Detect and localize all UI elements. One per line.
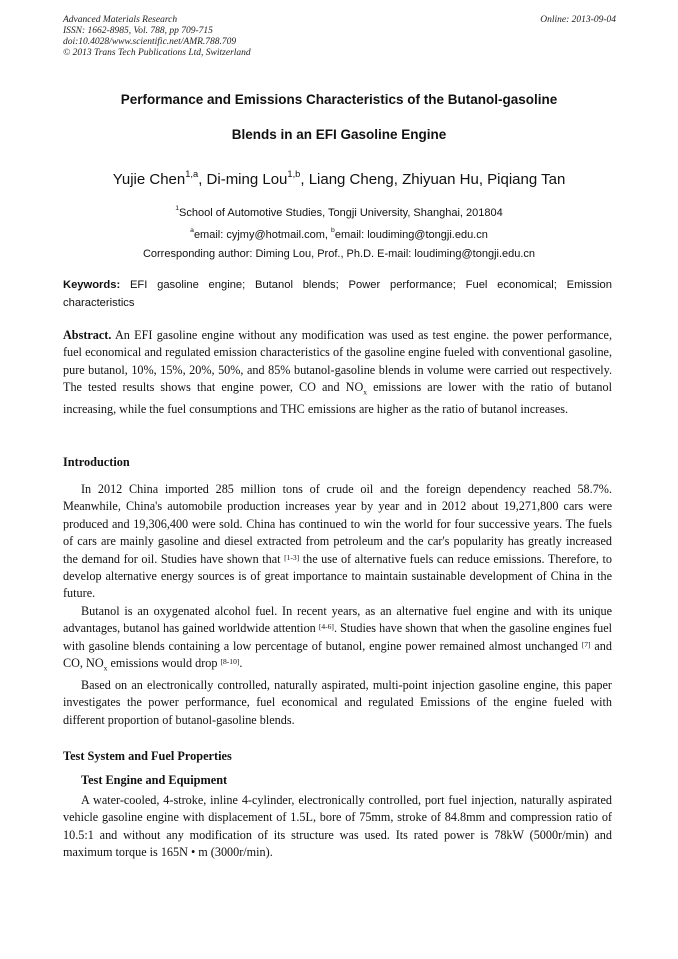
email-a-mark: a — [190, 227, 194, 235]
keywords-text: EFI gasoline engine; Butanol blends; Power performance; Fuel economical; Emission characteristics — [63, 279, 612, 309]
email-b-mark: b — [331, 227, 335, 235]
affiliation-text: School of Automotive Studies, Tongji University, Shanghai, 201804 — [179, 207, 503, 219]
intro-paragraph-2 — [63, 603, 612, 677]
keywords-label: Keywords: — [63, 279, 121, 291]
journal-copyright: © 2013 Trans Tech Publications Ltd, Switzerland — [63, 48, 251, 58]
author-name: Yujie Chen — [112, 171, 186, 188]
subsection-heading-test-engine: Test Engine and Equipment — [81, 773, 228, 787]
intro-paragraph-1 — [63, 481, 612, 603]
abstract-label: Abstract. — [63, 328, 112, 342]
paragraph-text: emissions would drop — [107, 656, 221, 671]
paragraph-text: and CO, NO — [63, 638, 612, 671]
affiliation-mark: 1 — [175, 205, 180, 213]
author-name: Zhiyuan Hu — [402, 171, 479, 188]
citation: [7] — [581, 639, 591, 649]
abstract-subscript: x — [363, 387, 368, 397]
author-list: Yujie Chen$^{1,a}$, Di-ming Lou$^{1,b}$, Liang Cheng, Zhiyuan Hu, Piqiang Tan — [112, 168, 566, 188]
citation: [8-10] — [220, 657, 240, 667]
citation: [4-6] — [318, 622, 334, 632]
test-engine-paragraph: A water-cooled, 4-stroke, inline 4-cylinder, electronically controlled, port fuel injection, naturally aspirated vehicle gasoline engine with displacement of 1.5L, bore of 75mm, stroke of 84.8mm and compression ratio of 10.5:1 and without any modification of its structure was used. Its rated power is 78kW (5000r/min) and maximum torque is 165N • m (3000r/min). — [63, 793, 612, 860]
paragraph-text: Butanol is an oxygenated alcohol fuel. In recent years, as an alternative fuel engine and with its unique advantages, butanol has gained worldwide attention — [63, 603, 612, 636]
author-affil-mark: 1,a — [185, 168, 199, 179]
intro-paragraph-3: Based on an electronically controlled, naturally aspirated, multi-point injection gasoline engine, this paper investigates the power performance, fuel economical and regulated Emissions of the engine fueled with different proportion of butanol-gasoline blends. — [63, 677, 612, 727]
subscript: x — [103, 663, 108, 673]
journal-info — [63, 15, 251, 59]
abstract — [63, 327, 612, 418]
paragraph-text: . — [239, 656, 243, 671]
paragraph-text: . Studies have shown that when the gasoline engines fuel with gasoline blends containing a low percentage of butanol, engine power remained almost unchanged — [63, 621, 612, 653]
journal-name: Advanced Materials Research — [63, 15, 178, 25]
corresponding-author: Corresponding author: Diming Lou, Prof., Ph.D. E-mail: loudiming@tongji.edu.cn — [142, 248, 536, 260]
author-name: Piqiang Tan — [487, 171, 566, 188]
author-affil-mark: 1,b — [287, 168, 301, 179]
affiliation — [40, 207, 638, 219]
email-b: email: loudiming@tongji.edu.cn — [334, 229, 488, 241]
author-emails — [40, 229, 638, 241]
paragraph-text: In 2012 China imported 285 million tons of crude oil and the foreign dependency reached 58.7%. Meanwhile, China's automobile production increases year by year and in 2012 about 19,271,800 cars were produced and 19,306,400 were sold. China has continued to win the world for four successive years. The fuels of cars are mainly gasoline and diesel extracted from petroleum and the car's popularity has greatly increased the demand for oil. Studies have shown that — [63, 482, 612, 566]
email-a: email: cyjmy@hotmail.com, — [193, 229, 332, 241]
abstract-text-end: emissions are lower with the ratio of butanol increasing, while the fuel consumptions and THC emissions are higher as the ratio of butanol increases. — [63, 380, 612, 417]
author-name: Di-ming Lou — [206, 171, 288, 188]
journal-issn: ISSN: 1662-8985, Vol. 788, pp 709-715 — [63, 26, 213, 36]
author-name: Liang Cheng — [308, 171, 394, 188]
online-date: Online: 2013-09-04 — [540, 15, 616, 25]
journal-doi: doi:10.4028/www.scientific.net/AMR.788.709 — [63, 37, 237, 47]
paragraph-text: the use of alternative fuels can reduce emissions. Therefore, to develop alternative energy sources is of great importance to maintain sustainable development of China in the future. — [63, 551, 612, 601]
introduction-body — [63, 481, 612, 729]
section-heading-test-system: Test System and Fuel Properties — [63, 749, 232, 763]
paper-title-line-1: Performance and Emissions Characteristics of the Butanol-gasoline — [120, 92, 558, 107]
test-engine-body — [63, 792, 612, 862]
keywords — [63, 277, 612, 312]
introduction-heading: Introduction — [63, 455, 130, 469]
citation: [1-3] — [284, 552, 300, 562]
paper-title-line-2: Blends in an EFI Gasoline Engine — [231, 127, 447, 142]
abstract-text: An EFI gasoline engine without any modification was used as test engine. the power performance, fuel economical and regulated emission characteristics of the gasoline engine fueled with conventional gasoline, pure butanol, 10%, 15%, 20%, 50%, and 85% butanol-gasoline blends in volume were carried out respectively. The tested results shows that engine power, CO and NO — [63, 328, 612, 395]
